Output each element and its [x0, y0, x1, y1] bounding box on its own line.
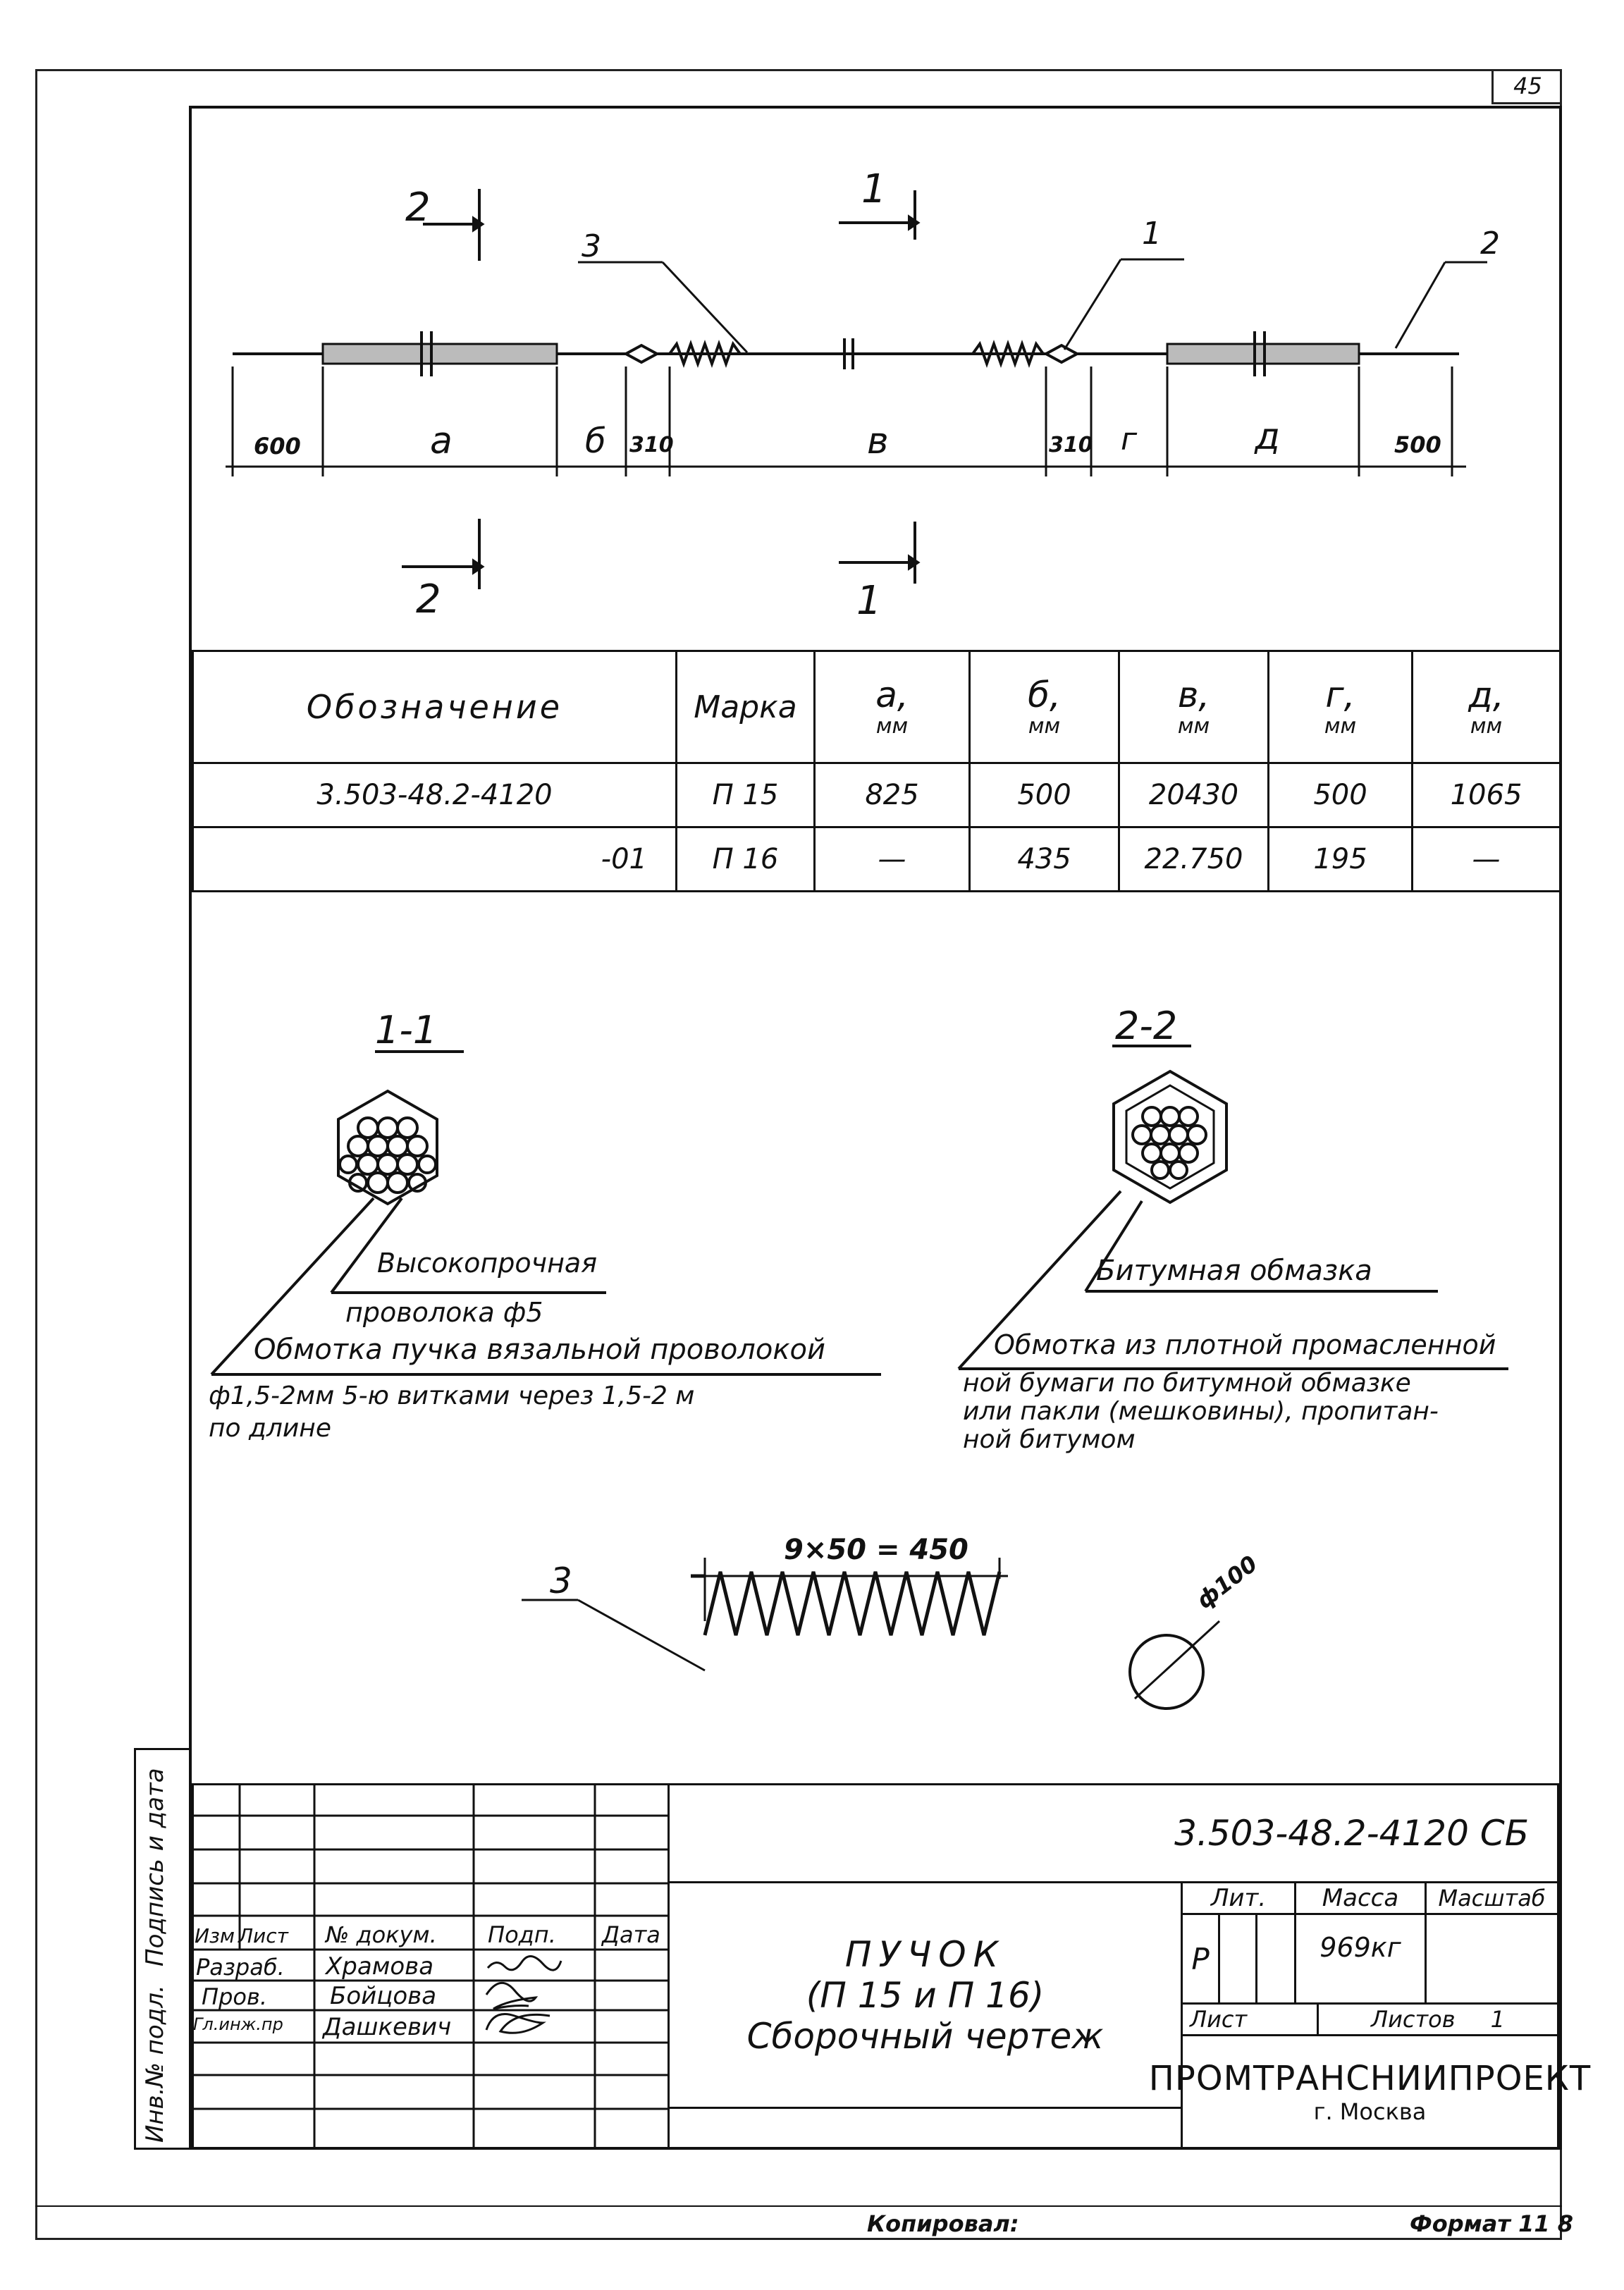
- col-b: [970, 651, 1119, 763]
- section-mark-2-top: 2: [405, 185, 431, 230]
- section-2-2-title: 2-2: [1115, 1004, 1178, 1048]
- footer-copied: Копировал:: [867, 2210, 1019, 2237]
- mass-value: 969кг: [1294, 1913, 1427, 2005]
- name-checker: Бойцова: [330, 1982, 437, 2010]
- section-mark-1-top: 1: [861, 166, 887, 212]
- section-2-2-note-bitumen: Битумная обмазка: [1096, 1255, 1372, 1287]
- col-v: [1119, 651, 1269, 763]
- section-1-1-note-wrap-2: ф1,5-2мм 5-ю витками через 1,5-2 м: [209, 1381, 695, 1410]
- row2-v: 22.750: [1119, 827, 1269, 892]
- product-name: [670, 1881, 1183, 2109]
- row1-v: 20430: [1119, 763, 1269, 827]
- side-label-inv-no: Инв.№ подл.: [141, 1985, 169, 2143]
- dim-310-left: 310: [629, 433, 674, 457]
- callout-3: 3: [582, 228, 601, 264]
- section-markers: [402, 189, 918, 589]
- spec-table-header: [193, 651, 1561, 763]
- table-row: [193, 827, 1561, 892]
- row2-d: —: [1413, 827, 1561, 892]
- col-v-letter: в,: [1177, 675, 1210, 715]
- dim-v: в: [867, 420, 889, 462]
- col-g-letter: г,: [1325, 675, 1355, 715]
- row2-b: 435: [970, 827, 1119, 892]
- org-city: г. Москва: [1313, 2098, 1427, 2125]
- section-1-1-note-wrap: Обмотка пучка вязальной проволокой: [254, 1334, 825, 1366]
- cable-assembly: [233, 331, 1459, 376]
- section-title-underlines: [375, 1046, 1191, 1052]
- role-developer: Разраб.: [196, 1954, 285, 1981]
- sheets-cell: [1317, 2002, 1559, 2036]
- col-a-letter: a,: [875, 675, 909, 715]
- col-a-unit: мм: [875, 714, 909, 739]
- dim-500: 500: [1394, 431, 1441, 458]
- section-2-2-note-wrap-2: ной бумаги по битумной обмазке: [963, 1369, 1411, 1398]
- section-1-1-title: 1-1: [375, 1008, 438, 1052]
- dim-b: б: [585, 421, 606, 461]
- section-2-2-note-wrap-3: или пакли (мешковины), пропитан-: [963, 1397, 1439, 1426]
- section-1-1-note-wire-2: проволока ф5: [345, 1297, 543, 1328]
- name-chief-engineer: Дашкевич: [323, 2013, 452, 2041]
- sheets-value: 1: [1490, 2006, 1505, 2033]
- side-label-sign-date: Подпись и дата: [141, 1768, 169, 1966]
- dim-g: г: [1121, 421, 1138, 457]
- col-designation: [193, 651, 677, 763]
- section-mark-2-bottom: 2: [416, 577, 441, 622]
- col-d-letter: д,: [1468, 675, 1504, 715]
- name-developer: Храмова: [326, 1952, 434, 1981]
- product-name-line1: ПУЧОК: [844, 1933, 1006, 1975]
- org-name: ПРОМТРАНСНИИПРОЕКТ: [1148, 2059, 1592, 2098]
- col-header-doc: № докум.: [326, 1921, 437, 1948]
- section-1-1-note-wrap-3: по длине: [209, 1414, 331, 1443]
- lit-empty-2: [1255, 1913, 1296, 2005]
- row2-g: 195: [1269, 827, 1413, 892]
- doc-code-text: 3.503-48.2-4120 СБ: [1174, 1813, 1529, 1854]
- lit-header: Лит.: [1181, 1881, 1296, 1915]
- dim-d: д: [1255, 416, 1280, 458]
- row1-g: 500: [1269, 763, 1413, 827]
- col-header-sign: Подп.: [488, 1921, 556, 1948]
- row1-d: 1065: [1413, 763, 1561, 827]
- col-header-izm: Изм: [195, 1924, 235, 1947]
- scale-value: [1425, 1913, 1559, 2005]
- section-2-2-note-wrap-4: ной битумом: [963, 1425, 1136, 1454]
- signatures: [192, 1783, 670, 2150]
- doc-code: [670, 1783, 1559, 1883]
- title-block: [192, 1783, 1592, 2150]
- role-checker: Пров.: [202, 1983, 267, 2010]
- section-mark-1-bottom: 1: [856, 578, 882, 624]
- col-b-letter: б,: [1028, 675, 1061, 715]
- spring-detail: [522, 1558, 1219, 1709]
- dim-310-right: 310: [1049, 433, 1093, 457]
- mass-header: Масса: [1294, 1881, 1427, 1915]
- section-2-2-bundle: [959, 1071, 1508, 1369]
- section-1-1-note-wire: Высокопрочная: [377, 1248, 598, 1279]
- col-header-date: Дата: [602, 1921, 660, 1948]
- row2-designation: -01: [193, 827, 677, 892]
- col-mark-label: Марка: [694, 689, 797, 725]
- sheet-label: Лист: [1181, 2002, 1319, 2036]
- col-g-unit: мм: [1324, 714, 1357, 739]
- lit-value: Р: [1181, 1913, 1220, 2005]
- row1-a: 825: [815, 763, 970, 827]
- product-name-line3: Сборочный чертеж: [746, 2015, 1104, 2057]
- role-chief-engineer: Гл.инж.пр: [193, 2014, 283, 2034]
- table-row: [193, 763, 1561, 827]
- sheets-label: Листов: [1371, 2006, 1456, 2033]
- spec-table: [192, 650, 1561, 892]
- scale-header: Масштаб: [1425, 1881, 1559, 1915]
- lit-empty-1: [1218, 1913, 1257, 2005]
- col-d: [1413, 651, 1561, 763]
- row1-b: 500: [970, 763, 1119, 827]
- callout-1: 1: [1142, 216, 1162, 252]
- section-1-1-bundle: [211, 1091, 881, 1374]
- callout-leaders: [578, 259, 1487, 352]
- col-header-list: Лист: [238, 1924, 288, 1947]
- dim-a: a: [430, 420, 453, 462]
- section-2-2-note-wrap: Обмотка из плотной промасленной: [994, 1329, 1496, 1360]
- row1-designation: 3.503-48.2-4120: [193, 763, 677, 827]
- col-b-unit: мм: [1028, 714, 1061, 739]
- blank-cell: [670, 2107, 1183, 2150]
- col-designation-label: Обозначение: [306, 688, 563, 726]
- col-d-unit: мм: [1470, 714, 1503, 739]
- row1-mark: П 15: [677, 763, 815, 827]
- callout-2: 2: [1480, 226, 1500, 261]
- spring-callout-3: 3: [550, 1560, 572, 1601]
- col-g: [1269, 651, 1413, 763]
- row2-mark: П 16: [677, 827, 815, 892]
- dimension-lines: [226, 367, 1466, 476]
- spring-diameter: ф100: [1191, 1550, 1263, 1614]
- sheet-number: 45: [1491, 69, 1562, 104]
- col-v-unit: мм: [1177, 714, 1210, 739]
- product-name-line2: (П 15 и П 16): [806, 1974, 1045, 2016]
- footer-format: Формат 11 8: [1410, 2210, 1573, 2237]
- col-mark: [677, 651, 815, 763]
- dim-600: 600: [254, 433, 301, 460]
- organization: [1148, 2034, 1592, 2150]
- spring-length-dim: 9×50 = 450: [784, 1534, 968, 1566]
- row2-a: —: [815, 827, 970, 892]
- col-a: [815, 651, 970, 763]
